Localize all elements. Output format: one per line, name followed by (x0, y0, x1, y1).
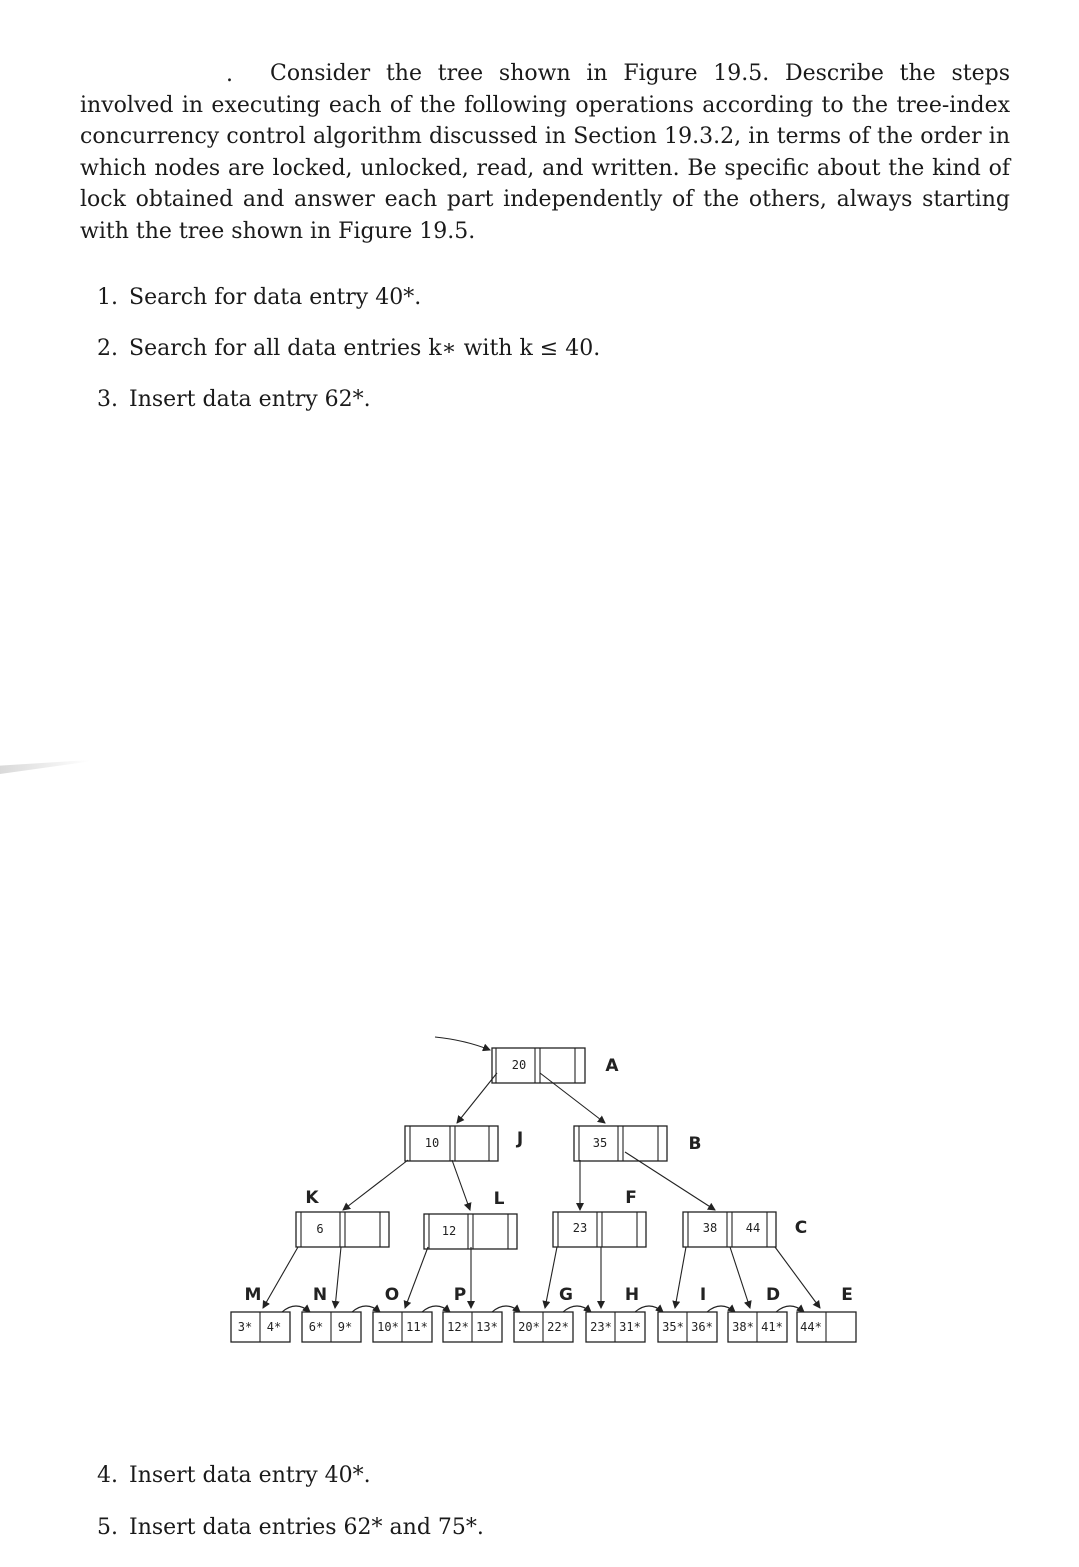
node-key: 44 (745, 1221, 761, 1235)
leaf-link (707, 1306, 735, 1312)
leaf-entry: 44* (800, 1320, 822, 1334)
leaf-D (728, 1285, 787, 1342)
leaf-entry: 20* (518, 1320, 540, 1334)
node-B (574, 1126, 701, 1161)
leaf-entry: 31* (619, 1320, 641, 1334)
node-key: 10 (424, 1136, 440, 1150)
item-text: Search for all data entries k∗ with k ≤ 40. (129, 336, 601, 361)
leaf-entry: 3* (237, 1320, 253, 1334)
edge-A-J (457, 1073, 497, 1123)
leaf-entry: 23* (590, 1320, 612, 1334)
list-item (97, 1462, 371, 1490)
leaf-link (282, 1306, 310, 1312)
leaf-entry: 22* (547, 1320, 569, 1334)
leaf-entry: 41* (761, 1320, 783, 1334)
question-paragraph (80, 58, 1010, 247)
leaf-label: O (384, 1285, 400, 1305)
leaf-entry: 4* (266, 1320, 282, 1334)
bullet-dot: . (226, 62, 233, 87)
leaf-link (492, 1306, 520, 1312)
item-text: Insert data entries 62* and 75*. (129, 1515, 484, 1540)
item-text: Search for data entry 40*. (129, 285, 422, 310)
list-item (97, 335, 600, 363)
item-number: 5. (97, 1515, 118, 1540)
node-C (683, 1212, 807, 1247)
tree-edges (263, 1037, 820, 1312)
edge-J-L (452, 1160, 470, 1210)
item-text: Insert data entry 62*. (129, 387, 371, 412)
leaf-entry: 10* (377, 1320, 399, 1334)
edge-K-M (263, 1247, 298, 1308)
edge-A-B (540, 1073, 605, 1123)
node-A (492, 1048, 619, 1083)
leaf-label: G (559, 1285, 573, 1305)
leaf-entry: 36* (691, 1320, 713, 1334)
node-label: A (605, 1056, 619, 1076)
leaf-O (373, 1285, 432, 1342)
node-key: 6 (316, 1222, 324, 1236)
edge-C-D (730, 1247, 750, 1308)
leaf-label: H (624, 1285, 640, 1305)
item-number: 3. (97, 387, 118, 412)
node-L (424, 1189, 517, 1249)
node-F (553, 1188, 646, 1247)
leaf-label: D (765, 1285, 781, 1305)
node-label: L (493, 1189, 505, 1209)
leaf-N (302, 1285, 361, 1342)
leaf-G (514, 1285, 573, 1342)
leaf-E (797, 1285, 856, 1342)
leaf-entry: 9* (337, 1320, 353, 1334)
scan-smudge (0, 760, 90, 774)
edge-L-O (405, 1247, 428, 1308)
item-number: 4. (97, 1463, 118, 1488)
question-text: Consider the tree shown in Figure 19.5. Describe the steps involved in executing each of the following operations according to the tree-index concurrency control algorithm discussed in Section 19.3.2, in terms of the order in which nodes are locked, unlocked, read, and written. Be specific about the kind of lock obtained and answer each part independently of the others, always starting with the tree shown in Figure 19.5. (80, 61, 1010, 244)
node-J (405, 1126, 523, 1161)
list-item (97, 284, 421, 312)
leaf-entry: 38* (732, 1320, 754, 1334)
leaf-link (563, 1306, 591, 1312)
node-key: 12 (441, 1224, 457, 1238)
root-pointer-arrow (435, 1037, 490, 1050)
leaf-link (635, 1306, 663, 1312)
leaf-H (586, 1285, 645, 1342)
leaf-label: N (312, 1285, 328, 1305)
node-key: 23 (572, 1221, 588, 1235)
leaf-entry: 13* (476, 1320, 498, 1334)
leaf-entry: 11* (406, 1320, 428, 1334)
list-item (97, 1514, 484, 1542)
leaf-M (231, 1285, 290, 1342)
leaf-label: I (699, 1285, 707, 1305)
node-label: C (794, 1218, 808, 1238)
leaf-link (776, 1306, 804, 1312)
leaf-entry: 6* (308, 1320, 324, 1334)
edge-C-I (675, 1247, 686, 1308)
node-key: 38 (702, 1221, 718, 1235)
leaf-link (422, 1306, 450, 1312)
btree-figure (0, 1020, 1079, 1380)
node-label: K (305, 1188, 319, 1208)
list-item (97, 386, 371, 414)
node-label: B (688, 1134, 702, 1154)
node-label: F (625, 1188, 637, 1208)
node-label: J (516, 1129, 524, 1149)
leaf-entry: 35* (662, 1320, 684, 1334)
node-key: 35 (592, 1136, 608, 1150)
node-K (296, 1188, 389, 1247)
leaf-P (443, 1285, 502, 1342)
edge-F-G (545, 1247, 557, 1308)
leaf-label: E (841, 1285, 853, 1305)
edge-C-E (775, 1247, 820, 1308)
edge-J-K (343, 1160, 408, 1210)
item-text: Insert data entry 40*. (129, 1463, 371, 1488)
item-number: 1. (97, 285, 118, 310)
node-key: 20 (511, 1058, 527, 1072)
leaf-I (658, 1285, 717, 1342)
leaf-entry: 12* (447, 1320, 469, 1334)
leaf-label: P (453, 1285, 467, 1305)
leaf-label: M (244, 1285, 262, 1305)
edge-K-N (335, 1247, 341, 1308)
item-number: 2. (97, 336, 118, 361)
leaf-link (352, 1306, 380, 1312)
